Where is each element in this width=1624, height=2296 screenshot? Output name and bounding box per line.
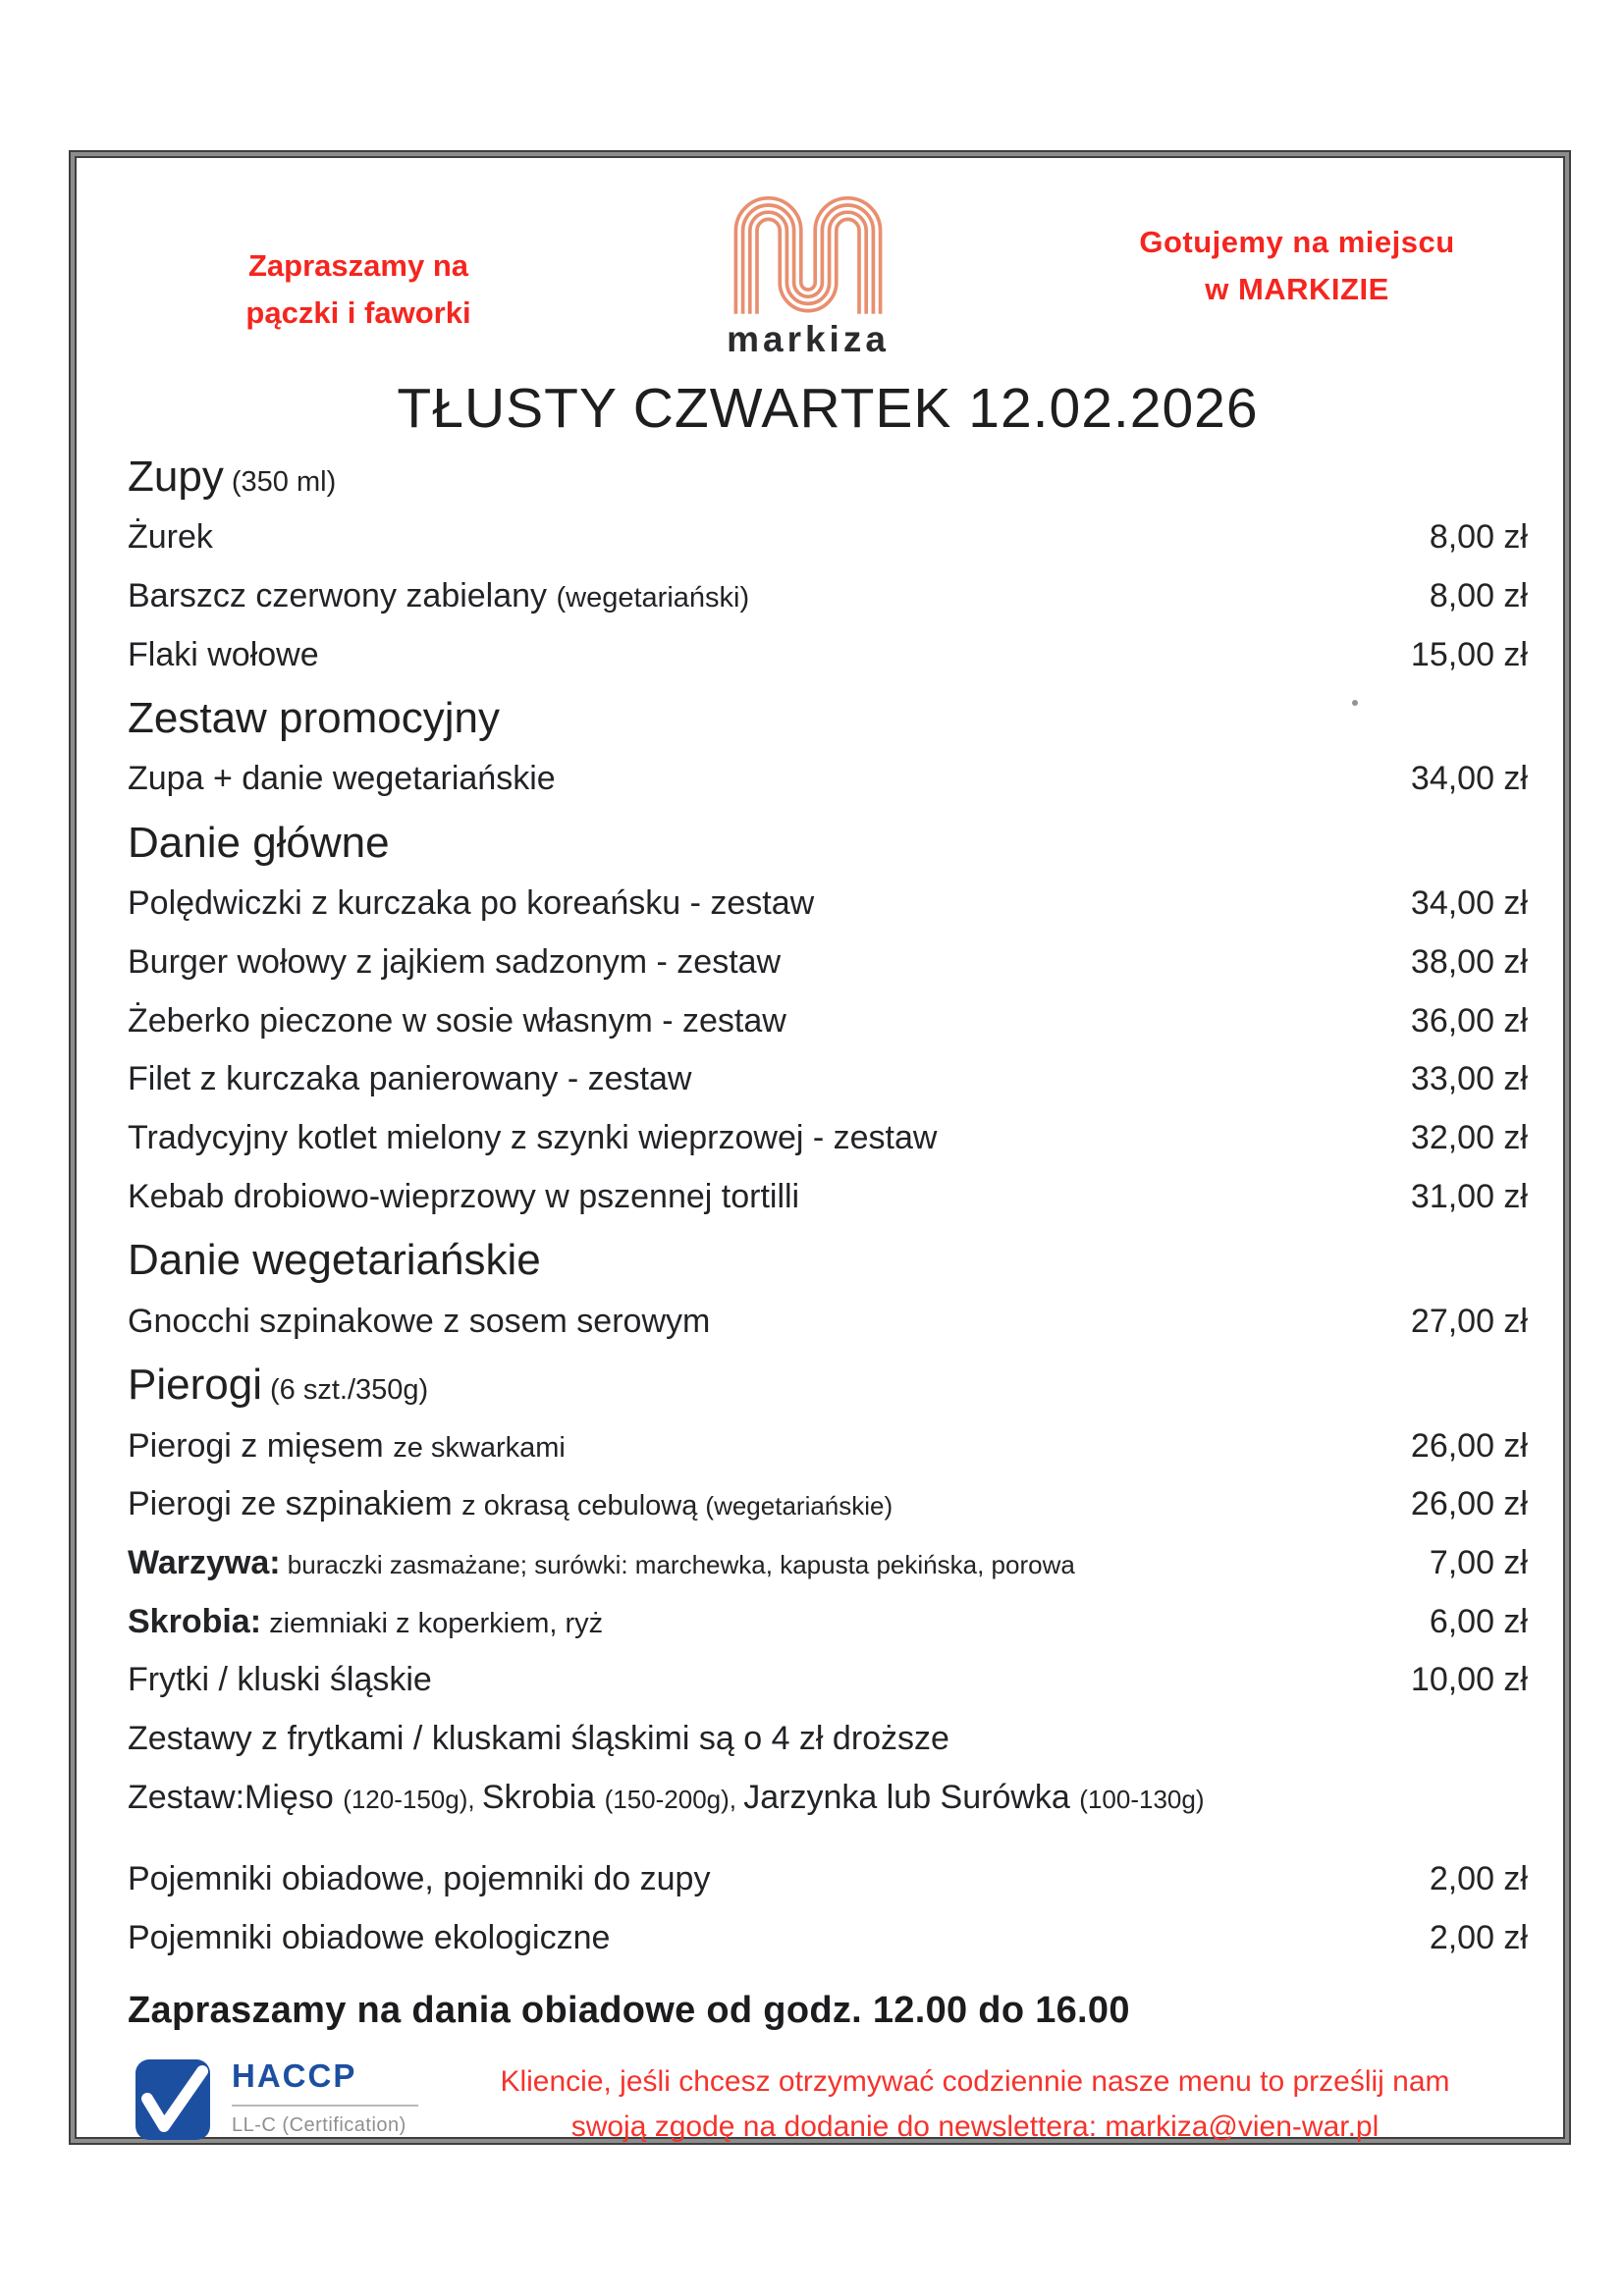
item-name-segment: Danie główne xyxy=(128,819,390,868)
page-footer xyxy=(128,2054,1528,2152)
item-name-segment: Flaki wołowe xyxy=(128,635,319,673)
item-name xyxy=(128,696,1528,741)
item-name xyxy=(128,1663,1411,1698)
item-name-segment: ze skwarkami xyxy=(393,1431,566,1464)
promo-left xyxy=(128,242,550,337)
item-name-segment: Warzywa: xyxy=(128,1543,281,1581)
menu-item xyxy=(128,635,1528,673)
item-name-segment: Danie wegetariańskie xyxy=(128,1236,541,1285)
item-name xyxy=(128,1602,1430,1640)
item-name-segment: Jarzynka lub Surówka xyxy=(743,1778,1080,1816)
haccp-text xyxy=(232,2057,418,2137)
item-name-segment: (wegetariański) xyxy=(556,581,750,614)
page-header xyxy=(128,191,1528,360)
item-name-segment: Skrobia xyxy=(481,1778,605,1816)
menu-list xyxy=(128,454,1528,1956)
item-price: 2,00 zł xyxy=(1429,1860,1528,1898)
item-name-segment: (6 szt./350g) xyxy=(261,1374,429,1407)
item-name-segment: Skrobia: xyxy=(128,1602,262,1640)
newsletter-note xyxy=(452,2059,1528,2151)
item-name-segment: Zupa + danie wegetariańskie xyxy=(128,760,556,798)
page-title: TŁUSTY CZWARTEK 12.02.2026 xyxy=(397,377,1259,440)
item-name-segment: Burger wołowy z jajkiem sadzonym - zestaw xyxy=(128,943,782,981)
haccp-divider xyxy=(232,2105,418,2107)
haccp-subtitle: LL-C (Certification) xyxy=(232,2113,406,2136)
item-name-segment: Barszcz czerwony zabielany xyxy=(128,576,557,614)
item-name-segment: (350 ml) xyxy=(223,466,337,498)
item-name-segment: ziemniaki z koperkiem, ryż xyxy=(261,1607,604,1639)
item-name xyxy=(128,762,1411,797)
item-name xyxy=(128,635,1411,673)
item-name xyxy=(128,1121,1411,1156)
item-name xyxy=(128,1177,1411,1215)
item-name-segment: Zestaw promocyjny xyxy=(128,694,501,743)
item-price: 27,00 zł xyxy=(1410,1302,1528,1340)
item-name-segment: (120-150g), xyxy=(343,1784,482,1814)
item-price: 8,00 zł xyxy=(1429,518,1528,557)
haccp-badge xyxy=(128,2054,452,2152)
menu-item xyxy=(128,1302,1528,1340)
menu-item xyxy=(128,1543,1528,1581)
item-name-segment: (wegetariańskie) xyxy=(705,1491,893,1522)
menu-item xyxy=(128,1921,1528,1956)
menu-item xyxy=(128,1426,1528,1465)
menu-item xyxy=(128,1062,1528,1097)
menu-note xyxy=(128,1778,1528,1816)
item-name-segment: Filet z kurczaka panierowany - zestaw xyxy=(128,1060,692,1098)
section-heading xyxy=(128,1238,1528,1283)
item-price: 31,00 zł xyxy=(1410,1177,1528,1215)
item-name xyxy=(128,821,1528,866)
item-name xyxy=(128,1302,1411,1340)
item-price: 6,00 zł xyxy=(1429,1602,1528,1640)
section-heading xyxy=(128,1362,1528,1408)
item-name xyxy=(128,1719,1528,1757)
item-name-segment: Zestaw:Mięso xyxy=(128,1778,344,1816)
newsletter-line2: swoją zgodę na dodanie do newslettera: markiza@vien-war.pl xyxy=(570,2110,1380,2144)
section-heading xyxy=(128,696,1528,741)
item-name xyxy=(128,1487,1411,1522)
item-name xyxy=(128,576,1430,614)
item-price: 10,00 zł xyxy=(1410,1661,1528,1699)
haccp-check-icon xyxy=(128,2054,218,2152)
item-name xyxy=(128,520,1430,556)
item-name-segment: Gnocchi szpinakowe z sosem serowym xyxy=(128,1302,711,1340)
item-name-segment: Kebab drobiowo-wieprzowy w pszennej tortilli xyxy=(128,1177,800,1215)
promo-right xyxy=(1066,219,1528,313)
item-name-segment: Pojemniki obiadowe, pojemniki do zupy xyxy=(128,1860,711,1898)
item-name-segment: Pierogi xyxy=(128,1361,262,1410)
item-price: 34,00 zł xyxy=(1410,884,1528,923)
menu-item xyxy=(128,1602,1528,1640)
brand-logo xyxy=(550,191,1066,360)
item-name xyxy=(128,1862,1430,1897)
menu-item xyxy=(128,886,1528,922)
item-name-segment: Frytki / kluski śląskie xyxy=(128,1661,432,1699)
item-name-segment: (150-200g), xyxy=(604,1784,744,1814)
item-name xyxy=(128,1001,1411,1040)
item-price: 36,00 zł xyxy=(1410,1001,1528,1040)
item-name-segment: buraczki zasmażane; surówki: marchewka, kapusta pekińska, porowa xyxy=(280,1549,1075,1579)
item-name xyxy=(128,945,1411,981)
item-name xyxy=(128,1778,1528,1816)
newsletter-line1: Kliencie, jeśli chcesz otrzymywać codziennie nasze menu to prześlij nam xyxy=(500,2064,1450,2098)
menu-item xyxy=(128,1487,1528,1522)
item-name xyxy=(128,1921,1430,1956)
menu-item xyxy=(128,1177,1528,1215)
menu-item xyxy=(128,762,1528,797)
item-name-segment: Pojemniki obiadowe ekologiczne xyxy=(128,1919,611,1956)
item-price: 26,00 zł xyxy=(1410,1426,1528,1465)
item-name-segment: Zupy xyxy=(128,453,224,501)
section-heading xyxy=(128,454,1528,500)
item-price: 38,00 zł xyxy=(1410,943,1528,981)
markiza-m-icon xyxy=(726,191,891,317)
menu-item xyxy=(128,945,1528,981)
item-price: 26,00 zł xyxy=(1410,1485,1528,1523)
item-name xyxy=(128,1062,1411,1097)
menu-page-frame xyxy=(69,150,1571,2145)
promo-right-line1: Gotujemy na miejscu xyxy=(1139,225,1455,259)
promo-left-line1: Zapraszamy na xyxy=(248,248,468,283)
item-price: 34,00 zł xyxy=(1410,760,1528,798)
item-price: 2,00 zł xyxy=(1429,1919,1528,1956)
promo-right-line2: w MARKIZIE xyxy=(1205,272,1389,307)
item-name xyxy=(128,1543,1430,1581)
hours-note: Zapraszamy na dania obiadowe od godz. 12.00 do 16.00 xyxy=(128,1989,1130,2031)
menu-item xyxy=(128,576,1528,614)
item-name-segment: Zestawy z frytkami / kluskami śląskimi są o 4 zł droższe xyxy=(128,1719,949,1757)
item-name-segment: Żeberko pieczone w sosie własnym - zestaw xyxy=(128,1001,786,1040)
item-name-segment: (100-130g) xyxy=(1079,1784,1205,1814)
menu-item xyxy=(128,1862,1528,1897)
item-price: 32,00 zł xyxy=(1410,1119,1528,1157)
section-heading xyxy=(128,821,1528,866)
item-name xyxy=(128,454,1528,500)
item-name-segment: Tradycyjny kotlet mielony z szynki wieprzowej - zestaw xyxy=(128,1119,938,1157)
item-price: 15,00 zł xyxy=(1410,635,1528,673)
item-name xyxy=(128,1238,1528,1283)
item-name xyxy=(128,886,1411,922)
menu-item xyxy=(128,1121,1528,1156)
item-name xyxy=(128,1362,1528,1408)
item-name-segment: z okrasą cebulową xyxy=(461,1490,706,1522)
menu-item xyxy=(128,1663,1528,1698)
item-price: 7,00 zł xyxy=(1429,1543,1528,1581)
scan-speck xyxy=(1352,700,1358,706)
item-name xyxy=(128,1426,1411,1465)
menu-note xyxy=(128,1719,1528,1757)
item-price: 8,00 zł xyxy=(1429,576,1528,614)
item-price: 33,00 zł xyxy=(1410,1060,1528,1098)
item-name-segment: Pierogi ze szpinakiem xyxy=(128,1485,462,1523)
haccp-title: HACCP xyxy=(232,2056,357,2094)
menu-item xyxy=(128,1001,1528,1040)
item-name-segment: Pierogi z mięsem xyxy=(128,1426,394,1465)
brand-name: markiza xyxy=(727,319,890,359)
item-name-segment: Żurek xyxy=(128,518,213,557)
menu-item xyxy=(128,520,1528,556)
item-name-segment: Polędwiczki z kurczaka po koreańsku - zestaw xyxy=(128,884,815,923)
promo-left-line2: pączki i faworki xyxy=(245,295,471,331)
